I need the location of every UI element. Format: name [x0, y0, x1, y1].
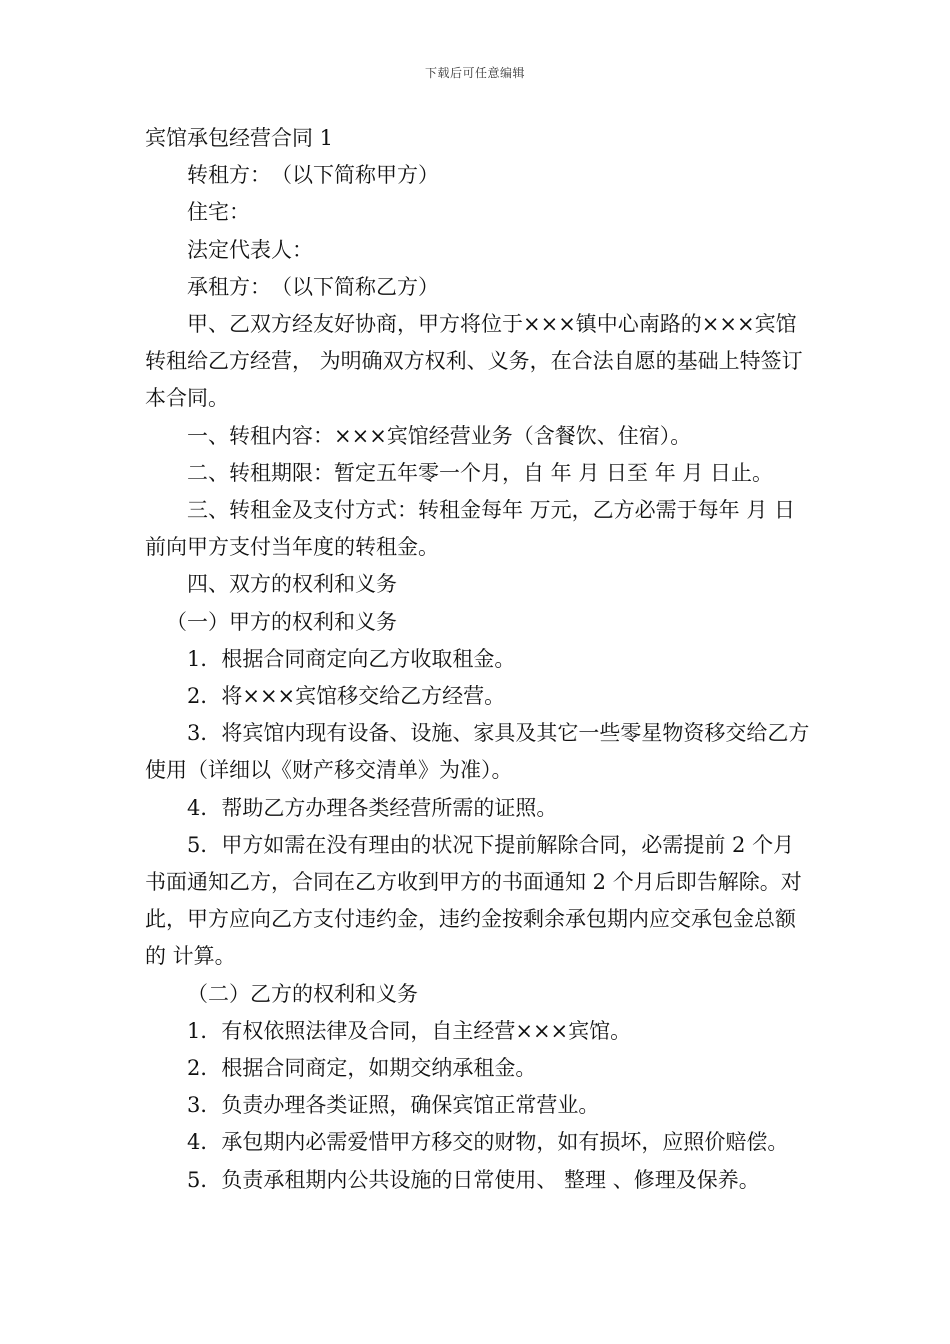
section-b-item: 4．承包期内必需爱惜甲方移交的财物，如有损坏，应照价赔偿。 — [187, 1130, 789, 1155]
document-body — [145, 120, 815, 1199]
intro-paragraph: 甲、乙双方经友好协商，甲方将位于×××镇中心南路的×××宾馆转租给乙方经营， 为明确双方权利、义务，在合法自愿的基础上特签订本合同。 — [145, 312, 803, 411]
section-a-item: 4．帮助乙方办理各类经营所需的证照。 — [187, 795, 558, 820]
section-b-item: 2．根据合同商定，如期交纳承租金。 — [187, 1056, 537, 1081]
section-b-item: 5．负责承租期内公共设施的日常使用、 整理 、修理及保养。 — [187, 1167, 760, 1192]
section-a-item: 3．将宾馆内现有设备、设施、家具及其它一些零星物资移交给乙方使用（详细以《财产移交清单》为准）。 — [145, 721, 810, 783]
clause-2: 二、转租期限：暂定五年零一个月，自 年 月 日至 年 月 日止。 — [187, 460, 774, 485]
section-a-item: 5．甲方如需在没有理由的状况下提前解除合同，必需提前 2 个月书面通知乙方，合同在乙方收到甲方的书面通知 2 个月后即告解除。对此，甲方应向乙方支付违约金，违约金按剩余承包期内应交承包金总额的 计算。 — [145, 832, 802, 969]
clause-1: 一、转租内容：×××宾馆经营业务（含餐饮、住宿）。 — [187, 423, 692, 448]
section-a-item: 1．根据合同商定向乙方收取租金。 — [187, 646, 516, 671]
section-b-item: 3．负责办理各类证照，确保宾馆正常营业。 — [187, 1093, 600, 1118]
clause-4: 四、双方的权利和义务 — [187, 572, 397, 597]
document-title: 宾馆承包经营合同 1 — [145, 126, 334, 150]
residence-line: 住宅： — [187, 200, 250, 225]
page-header: 下载后可任意编辑 — [424, 66, 525, 80]
party-b-line: 承租方： （以下简称乙方） — [187, 274, 439, 299]
section-a-item: 2．将×××宾馆移交给乙方经营。 — [187, 684, 506, 709]
section-a-heading: （一）甲方的权利和义务 — [166, 609, 397, 634]
legal-rep-line: 法定代表人： — [187, 237, 313, 262]
section-b-heading: （二）乙方的权利和义务 — [187, 981, 418, 1006]
clause-3: 三、转租金及支付方式：转租金每年 万元，乙方必需于每年 月 日前向甲方支付当年度的转租金。 — [145, 498, 796, 560]
section-b-item: 1．有权依照法律及合同，自主经营×××宾馆。 — [187, 1018, 632, 1043]
party-a-line: 转租方： （以下简称甲方） — [187, 163, 439, 188]
